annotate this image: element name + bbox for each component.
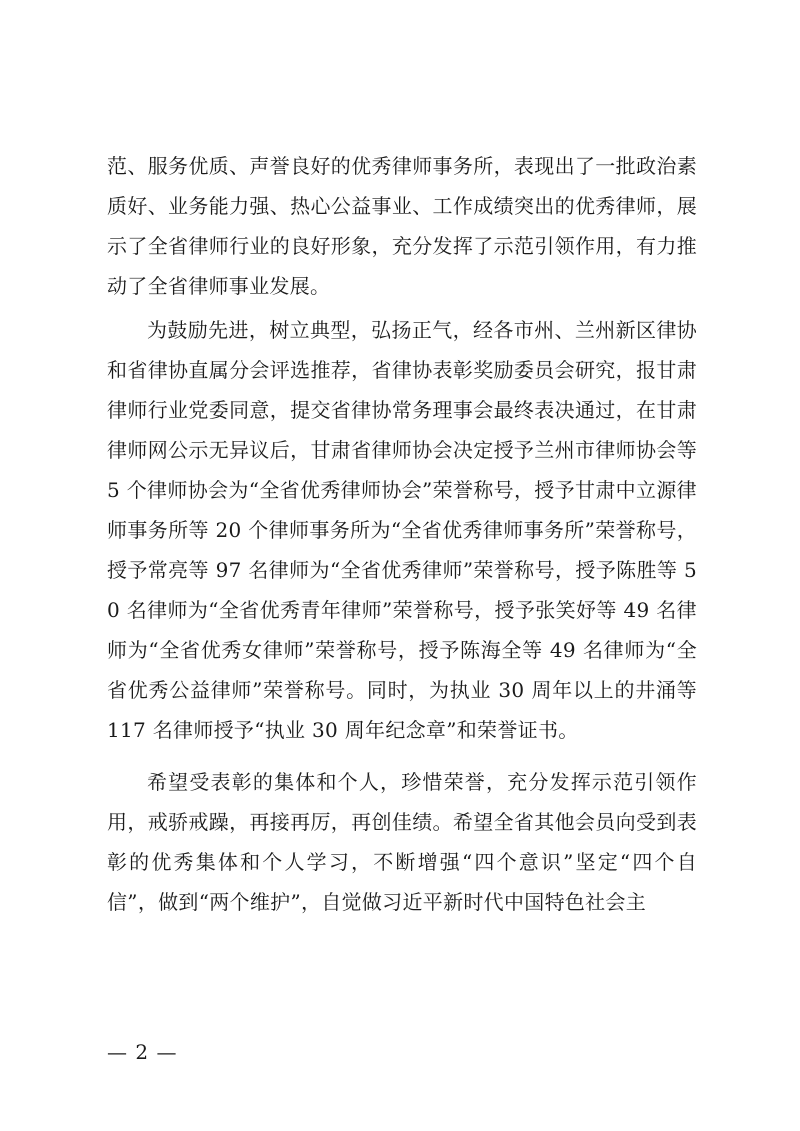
paragraph-2: 为鼓励先进，树立典型，弘扬正气，经各市州、兰州新区律协和省律协直属分会评选推荐，省律协表彰奖励委员会研究，报甘肃律师行业党委同意，提交省律协常务理事会最终表决通过，在甘肃律师网公示无异议后，甘肃省律师协会决定授予兰州市律师协会等 5 个律师协会为“全省优秀律师协会”荣誉称号，授予甘肃中立源律师事务所等 20 个律师事务所为“全省优秀律师事务所”荣誉称号，授予常亮等 97 名律师为“全省优秀律师”荣誉称号，授予陈胜等 50 名律师为“全省优秀青年律师”荣誉称号，授予张笑妤等 49 名律师为“全省优秀女律师”荣誉称号，授予陈海全等 49 名律师为“全省优秀公益律师”荣誉称号。同时，为执业 30 周年以上的井涌等 117 名律师授予“执业 30 周年纪念章”和荣誉证书。 xyxy=(107,318,697,742)
page-number: — 2 — xyxy=(107,1040,178,1064)
paragraph-1: 范、服务优质、声誉良好的优秀律师事务所，表现出了一批政治素质好、业务能力强、热心公益事业、工作成绩突出的优秀律师，展示了全省律师行业的良好形象，充分发挥了示范引领作用，有力推动了全省律师事业发展。 xyxy=(107,154,697,298)
paragraph-3: 希望受表彰的集体和个人，珍惜荣誉，充分发挥示范引领作用，戒骄戒躁，再接再厉，再创佳绩。希望全省其他会员向受到表彰的优秀集体和个人学习，不断增强“四个意识”坚定“四个自信”，做到“两个维护”，自觉做习近平新时代中国特色社会主 xyxy=(107,770,697,914)
document-body xyxy=(107,146,697,922)
